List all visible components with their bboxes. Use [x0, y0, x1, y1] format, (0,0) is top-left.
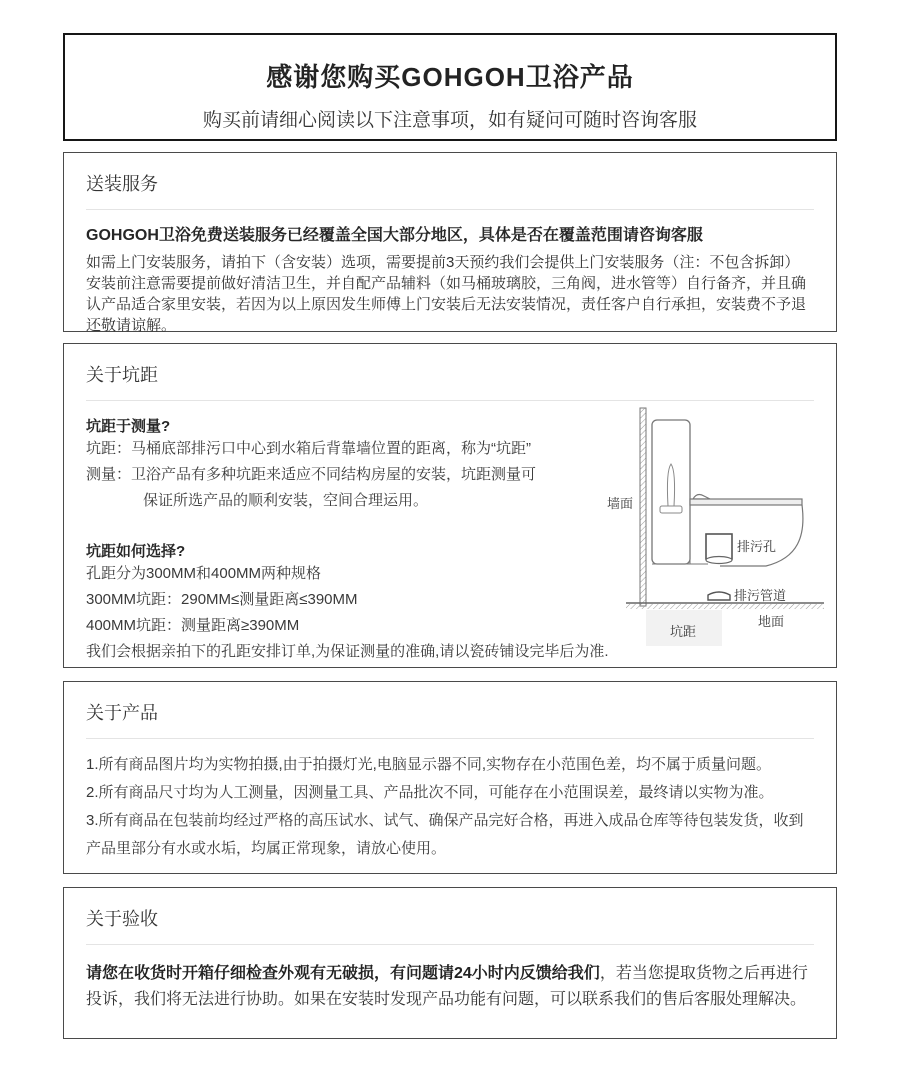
- seat-hinge: [693, 495, 710, 499]
- toilet-seat: [690, 499, 802, 505]
- acceptance-bold-text: 请您在收货时开箱仔细检查外观有无破损，有问题请24小时内反馈给我们: [86, 965, 600, 982]
- ground-hatch: [626, 604, 824, 609]
- drain-pipe-label: 排污管道: [734, 588, 787, 603]
- pit-spec-line: 孔距分为300MM和400MM两种规格: [86, 565, 322, 582]
- drain-pipe: [708, 592, 730, 600]
- pit-300mm-line: 300MM坑距：290MM≤测量距离≤390MM: [86, 591, 358, 608]
- drain-hole-mouth: [706, 557, 732, 564]
- acceptance-body: [86, 961, 814, 1013]
- acceptance-heading: 关于验收: [86, 909, 158, 929]
- page-subtitle: 购买前请细心阅读以下注意事项，如有疑问可随时咨询客服: [202, 110, 697, 131]
- delivery-lead: GOHGOH卫浴免费送装服务已经覆盖全国大部分地区，具体是否在覆盖范围请咨询客服: [86, 227, 703, 244]
- header-box: [63, 33, 837, 141]
- pit-distance-diagram: [600, 396, 832, 654]
- delivery-body: 如需上门安装服务，请拍下（含安装）选项，需要提前3天预约我们会提供上门安装服务（注：不包含拆卸）安装前注意需要提前做好清洁卫生，并自配产品辅料（如马桶玻璃胶，三角阀，进水管等）自行备齐，并且确认产品适合家里安装，若因为以上原因发生师傅上门安装后无法安装情况，责任客户自行承担，安装费不予退还敬请谅解。: [86, 254, 807, 334]
- pit-order-note-line: 我们会根据亲拍下的孔距安排订单,为保证测量的准确,请以瓷砖铺设完毕后为准.: [86, 643, 609, 660]
- wall-label: 墙面: [607, 496, 634, 511]
- product-notes-list: [86, 751, 814, 863]
- flush-lever: [667, 464, 674, 506]
- toilet-diagram-svg: [600, 396, 832, 654]
- delivery-service-section: [63, 152, 837, 332]
- product-note-3: 3.所有商品在包装前均经过严格的高压试水、试气、确保产品完好合格，再进入成品仓库等待包装发货，收到产品里部分有水或水垢，均属正常现象，请放心使用。: [86, 812, 804, 857]
- pit-text-column: [86, 415, 616, 665]
- pit-label: 坑距: [670, 624, 697, 639]
- pit-measure-line: 测量：卫浴产品有多种坑距来适应不同结构房屋的安装，坑距测量可: [86, 466, 537, 483]
- pit-400mm-line: 400MM坑距：测量距离≥390MM: [86, 617, 300, 634]
- about-product-section: [63, 681, 837, 874]
- pit-measure-line-cont: 保证所选产品的顺利安装，空间合理运用。: [143, 492, 429, 509]
- page-title: 感谢您购买GOHGOH卫浴产品: [266, 62, 634, 92]
- wall-hatch: [640, 408, 646, 606]
- drain-hole-label: 排污孔: [737, 539, 777, 554]
- divider: [86, 738, 814, 739]
- delivery-heading: 送装服务: [86, 174, 158, 194]
- product-note-2: 2.所有商品尺寸均为人工测量，因测量工具、产品批次不同，可能存在小范围误差，最终请以实物为准。: [86, 784, 774, 801]
- acceptance-section: [63, 887, 837, 1039]
- pit-measure-question: 坑距于测量?: [86, 418, 171, 435]
- drain-hole: [706, 534, 732, 559]
- pit-heading: 关于坑距: [86, 365, 158, 385]
- divider: [86, 944, 814, 945]
- pit-definition-line: 坑距：马桶底部排污口中心到水箱后背靠墙位置的距离，称为“坑距”: [86, 440, 531, 457]
- pit-choose-question: 坑距如何选择?: [86, 543, 186, 560]
- product-note-1: 1.所有商品图片均为实物拍摄,由于拍摄灯光,电脑显示器不同,实物存在小范围色差，均不属于质量问题。: [86, 756, 772, 773]
- divider: [86, 209, 814, 210]
- product-heading: 关于产品: [86, 703, 158, 723]
- ground-label: 地面: [758, 614, 785, 629]
- flush-base: [660, 506, 682, 513]
- spacer: [86, 514, 616, 526]
- pit-distance-section: [63, 343, 837, 668]
- acceptance-normal-text: ，若当您提取货物之后再进行投诉，我们将无法进行协助。如果在安装时发现产品功能有问题，可以联系我们的售后客服处理解决。: [86, 965, 808, 1008]
